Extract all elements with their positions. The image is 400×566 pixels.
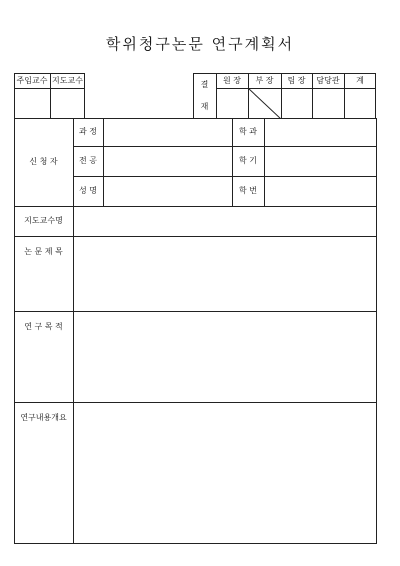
name-label: 성 명 [79, 186, 97, 195]
course-label: 과 정 [79, 127, 97, 136]
approval-col-director: 원 장 [223, 76, 241, 85]
semester-label: 학 기 [239, 156, 257, 165]
advisor-professor-label: 지도교수 [52, 76, 83, 85]
department-field[interactable] [265, 119, 376, 145]
approval-col-officer: 담당관 [316, 76, 340, 85]
document-title: 학위청구논문 연구계획서 [105, 35, 295, 53]
main-professor-sign-field[interactable] [15, 89, 49, 118]
name-field[interactable] [104, 177, 231, 205]
research-purpose-field[interactable] [74, 312, 376, 401]
applicant-label: 신 청 자 [29, 157, 58, 166]
advisor-professor-sign-field[interactable] [51, 89, 84, 118]
staff-sign-field[interactable] [345, 89, 375, 118]
director-sign-field[interactable] [217, 89, 247, 118]
research-content-label: 연구내용개요 [20, 413, 67, 422]
approval-col-staff: 계 [356, 76, 364, 85]
approval-col-manager: 부 장 [255, 76, 274, 85]
student-id-field[interactable] [265, 177, 376, 205]
research-purpose-label: 연 구 목 적 [24, 322, 63, 331]
semester-field[interactable] [265, 147, 376, 175]
advisor-name-label: 지도교수명 [24, 216, 63, 225]
department-label: 학 과 [239, 127, 257, 136]
major-field[interactable] [104, 147, 231, 175]
thesis-title-label: 논 문 제 목 [24, 247, 63, 256]
manager-slash-mark [248, 88, 281, 119]
research-content-field[interactable] [74, 403, 376, 543]
student-id-label: 학 번 [239, 186, 257, 195]
approval-label-top: 결 [200, 80, 209, 89]
team-leader-sign-field[interactable] [282, 89, 311, 118]
thesis-title-field[interactable] [74, 237, 376, 310]
officer-sign-field[interactable] [313, 89, 343, 118]
course-field[interactable] [104, 119, 231, 145]
approval-col-team-leader: 팀 장 [287, 76, 306, 85]
main-professor-label: 주임교수 [16, 76, 48, 85]
advisor-name-field[interactable] [74, 207, 376, 235]
major-label: 전 공 [79, 156, 97, 165]
approval-label-bottom: 재 [200, 102, 209, 111]
